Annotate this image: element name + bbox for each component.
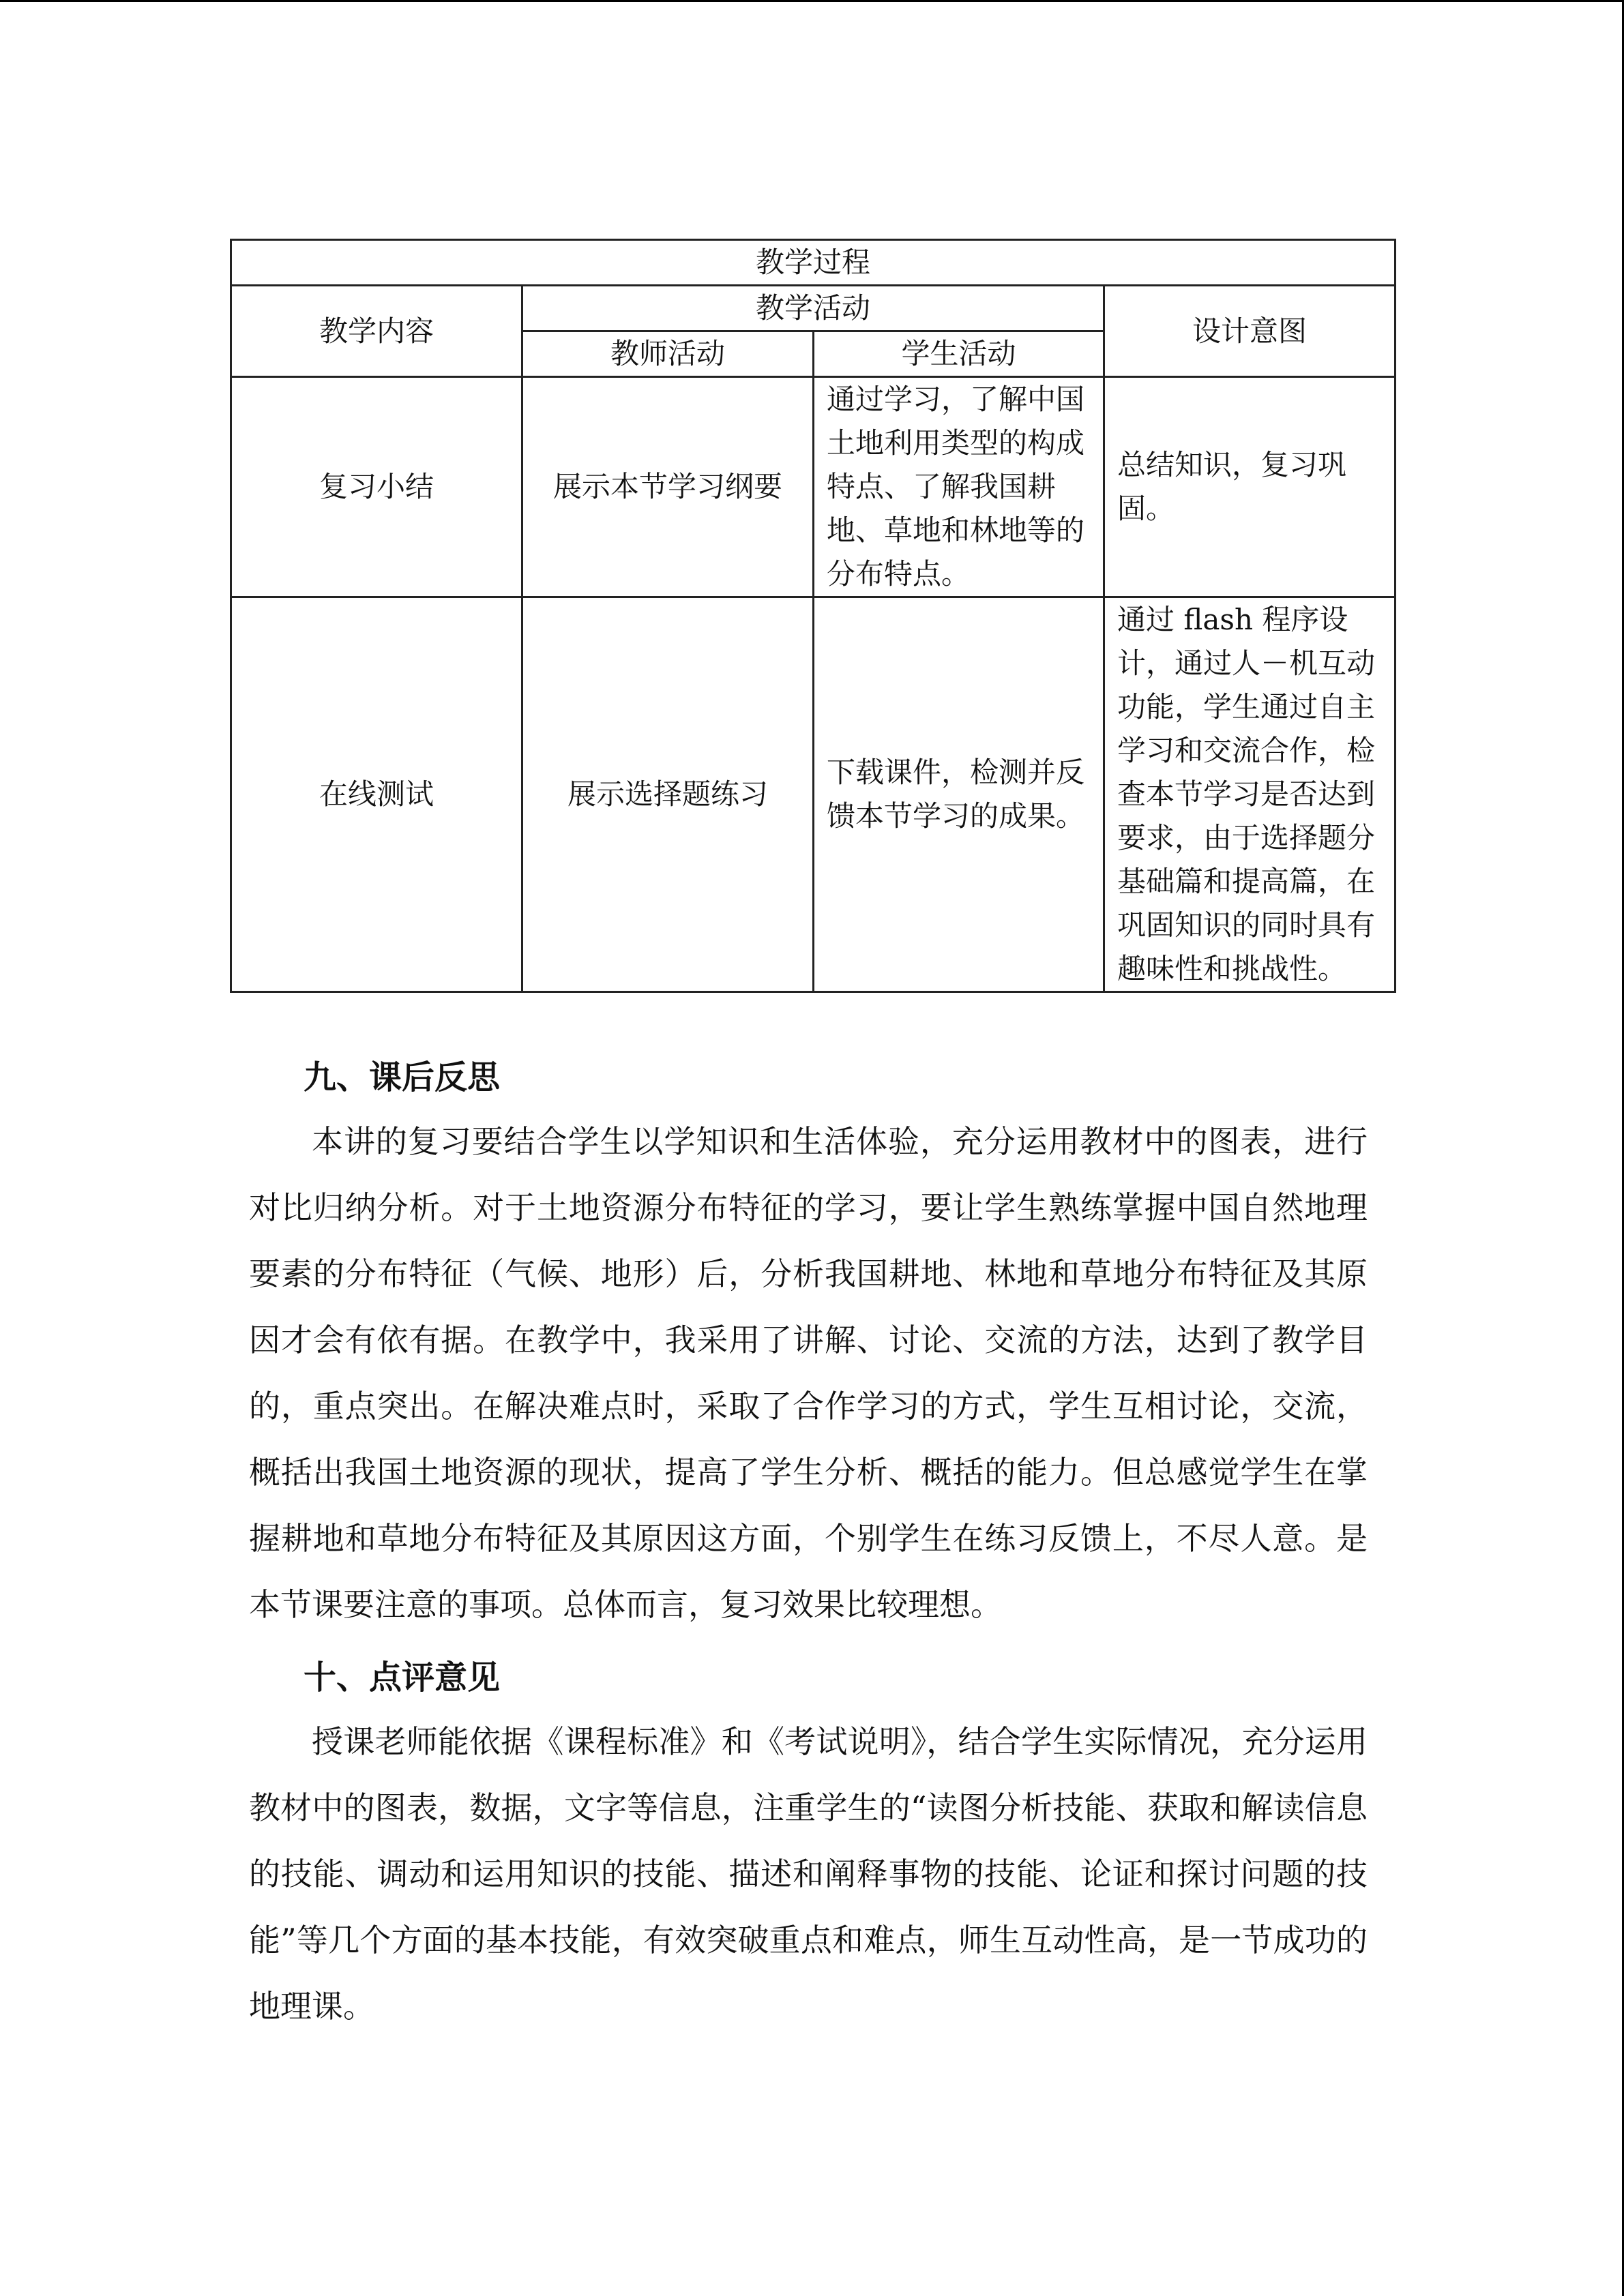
row-teacher: 展示选择题练习 — [522, 597, 814, 992]
reflection-section — [249, 1056, 1368, 1638]
table-title: 教学过程 — [231, 240, 1396, 286]
reflection-heading: 九、课后反思 — [304, 1058, 501, 1097]
row-intent: 通过 flash 程序设计，通过人－机互动功能，学生通过自主学习和交流合作，检查本节学习是否达到要求，由于选择题分基础篇和提高篇，在巩固知识的同时具有趣味性和挑战性。 — [1104, 597, 1396, 992]
row-content: 复习小结 — [231, 377, 522, 597]
row-student: 通过学习，了解中国土地利用类型的构成特点、了解我国耕地、草地和林地等的分布特点。 — [814, 377, 1104, 597]
review-section — [249, 1656, 1368, 2040]
header-student: 学生活动 — [814, 331, 1104, 377]
reflection-body: 本讲的复习要结合学生以学知识和生活体验，充分运用教材中的图表，进行对比归纳分析。对于土地资源分布特征的学习，要让学生熟练掌握中国自然地理要素的分布特征（气候、地形）后，分析我国耕地、林地和草地分布特征及其原因才会有依有据。在教学中，我采用了讲解、讨论、交流的方法，达到了教学目的，重点突出。在解决难点时，采取了合作学习的方式，学生互相讨论，交流，概括出我国土地资源的现状，提高了学生分析、概括的能力。但总感觉学生在掌握耕地和草地分布特征及其原因这方面，个别学生在练习反馈上，不尽人意。是本节课要注意的事项。总体而言，复习效果比较理想。 — [249, 1123, 1368, 1623]
row-content: 在线测试 — [231, 597, 522, 992]
page-border-top — [0, 0, 1624, 2]
table-title-row — [231, 240, 1396, 286]
review-body: 授课老师能依据《课程标准》和《考试说明》，结合学生实际情况，充分运用教材中的图表，数据，文字等信息，注重学生的“读图分析技能、获取和解读信息的技能、调动和运用知识的技能、描述和阐释事物的技能、论证和探讨问题的技能”等几个方面的基本技能，有效突破重点和难点，师生互动性高，是一节成功的地理课。 — [249, 1723, 1368, 2025]
teaching-process-table — [230, 239, 1396, 993]
review-heading: 十、点评意见 — [304, 1658, 501, 1697]
header-content: 教学内容 — [231, 286, 522, 377]
header-activities: 教学活动 — [522, 286, 1104, 331]
row-student: 下载课件，检测并反馈本节学习的成果。 — [814, 597, 1104, 992]
row-teacher: 展示本节学习纲要 — [522, 377, 814, 597]
row-intent: 总结知识，复习巩固。 — [1104, 377, 1396, 597]
table-header-row — [231, 286, 1396, 331]
table-row — [231, 377, 1396, 597]
table-row — [231, 597, 1396, 992]
header-intent: 设计意图 — [1104, 286, 1396, 377]
header-teacher: 教师活动 — [522, 331, 814, 377]
